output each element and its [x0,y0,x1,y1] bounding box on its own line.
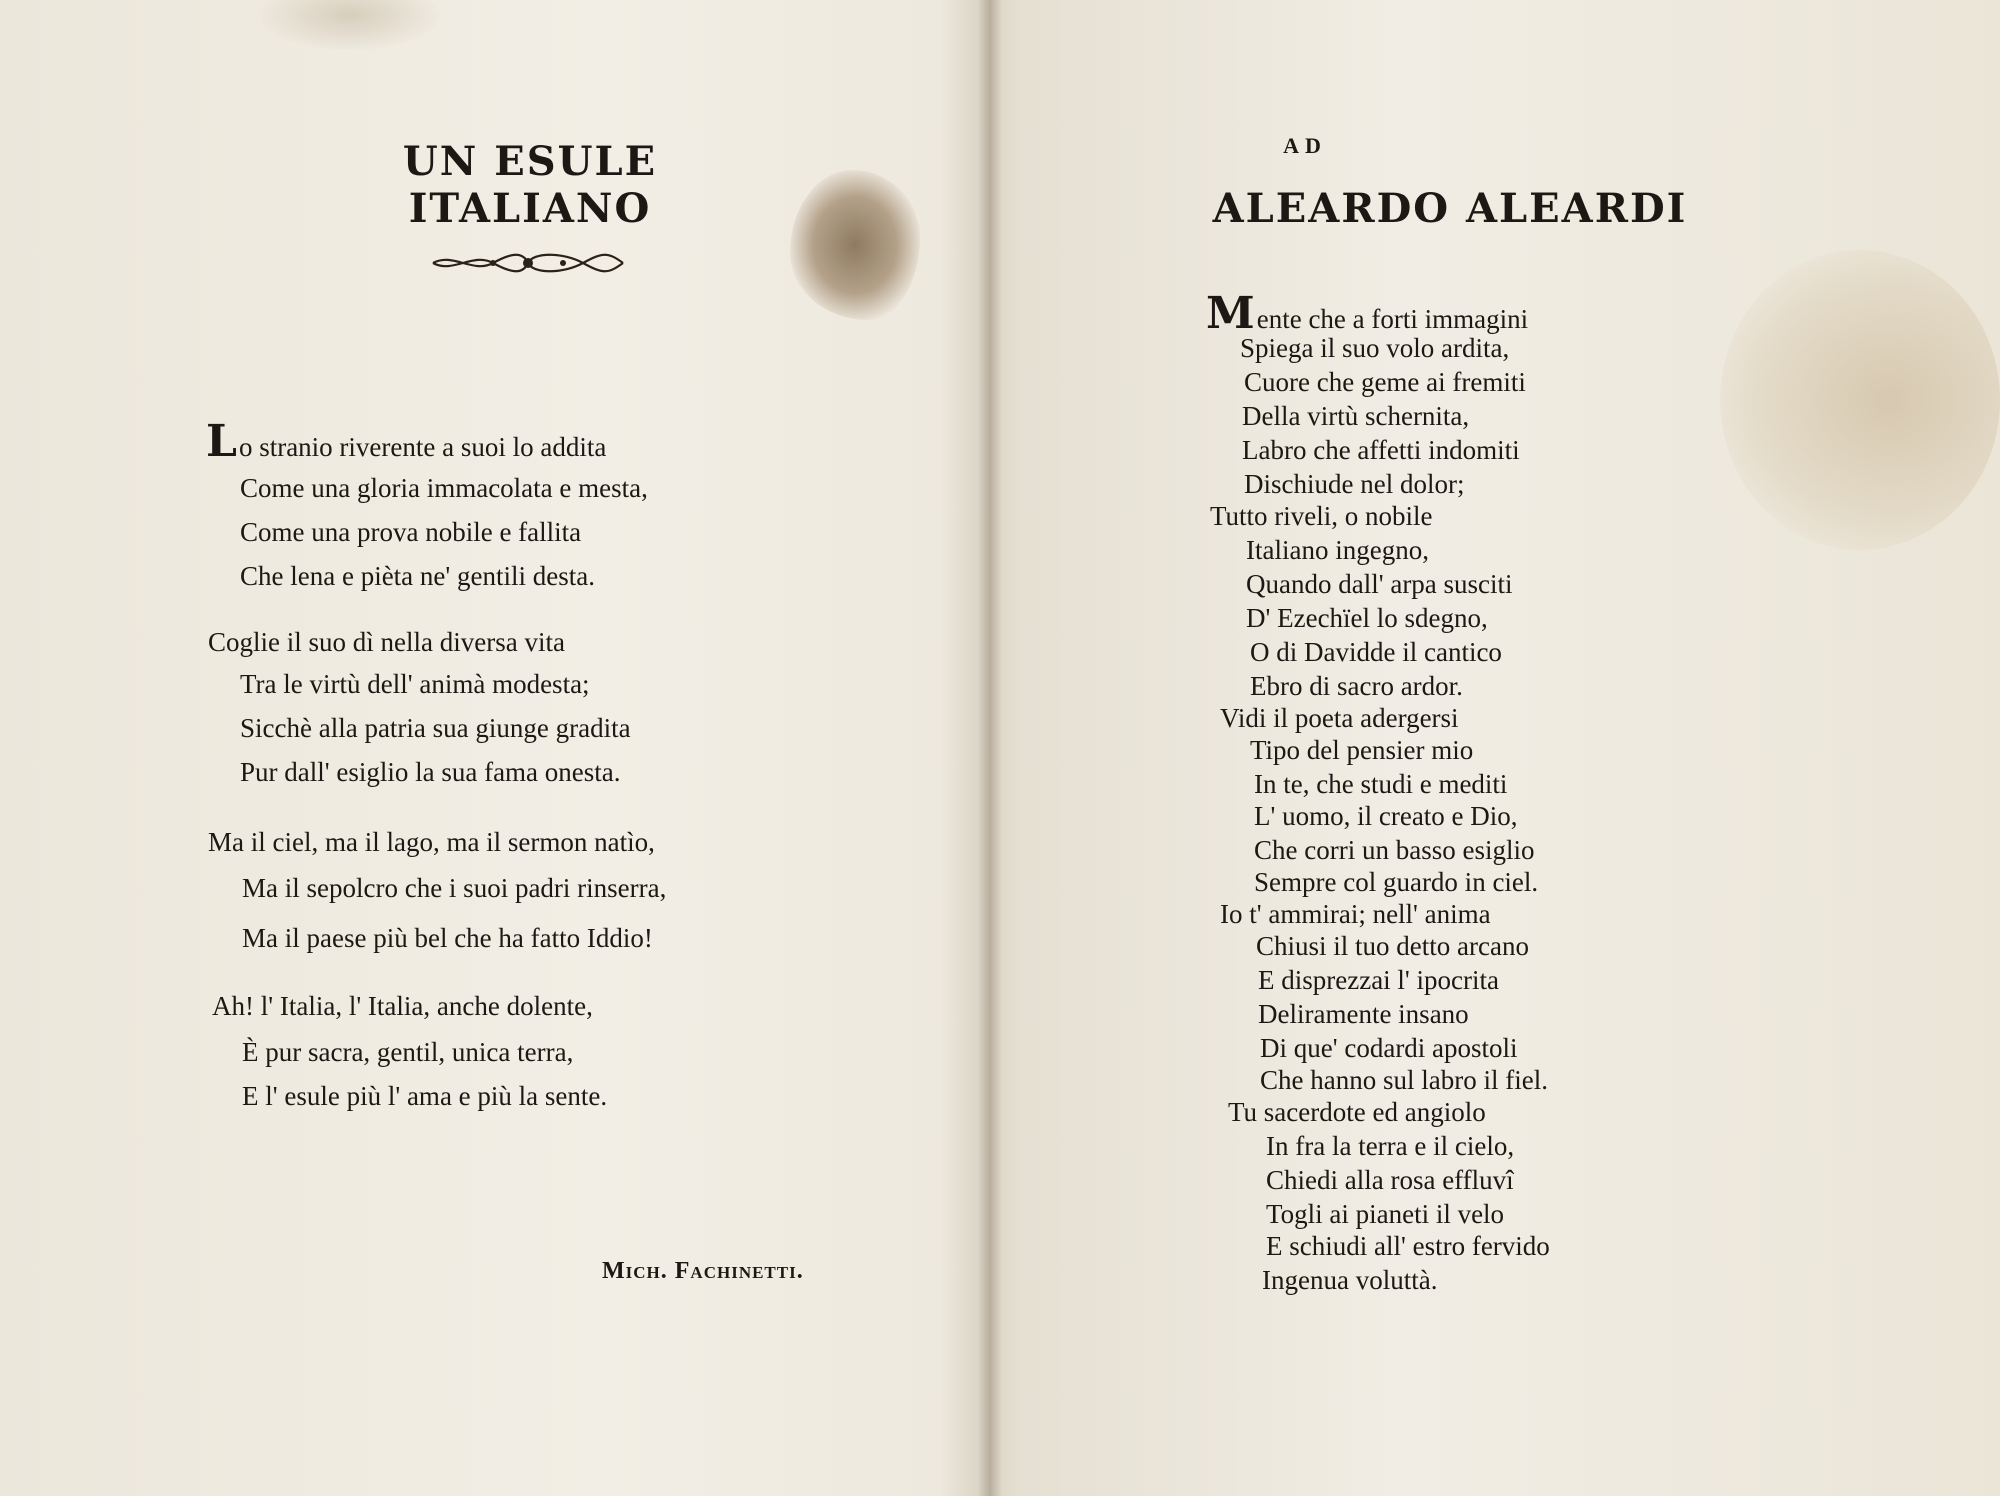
poem-title: UN ESULE ITALIANO [402,138,658,232]
poem-line: Ma il paese più bel che ha fatto Iddio! [242,923,653,953]
poem-line: D' Ezechïel lo sdegno, [1246,603,1488,633]
poem-line: O di Davidde il cantico [1250,637,1502,667]
poem-line: Io t' ammirai; nell' anima [1220,899,1491,929]
poem-line: Che corri un basso esiglio [1254,835,1535,865]
poem-line: Ma il sepolcro che i suoi padri rinserra, [242,873,667,903]
poem-line: Labro che affetti indomiti [1242,435,1520,465]
poem-line: Quando dall' arpa susciti [1246,569,1513,599]
poem-line: Pur dall' esiglio la sua fama onesta. [240,757,621,787]
poem-line: Come una gloria immacolata e mesta, [240,473,648,503]
poem-line: Della virtù schernita, [1242,401,1470,431]
paper-stain [260,0,440,50]
poem-line: Chiedi alla rosa effluvî [1266,1165,1514,1195]
poem-line: E disprezzai l' ipocrita [1258,965,1500,995]
poem-line: Che hanno sul labro il fiel. [1260,1065,1548,1095]
poem-line: Cuore che geme ai fremiti [1244,367,1526,397]
poem-line: Tu sacerdote ed angiolo [1228,1097,1486,1127]
left-page [0,0,980,1496]
poem-line: Ingenua voluttà. [1262,1265,1438,1295]
dedication-label: AD [1283,133,1327,158]
poem-line: È pur sacra, gentil, unica terra, [242,1037,574,1067]
poem-line-text: ente che a forti immagini [1256,304,1529,334]
poem-line: Sempre col guardo in ciel. [1254,867,1539,897]
poem-line: Togli ai pianeti il velo [1266,1199,1505,1229]
poem-line: Come una prova nobile e fallita [240,517,582,547]
poem-line: E l' esule più l' ama e più la sente. [242,1081,608,1111]
drop-cap: L [206,416,237,467]
poem-line: Ah! l' Italia, l' Italia, anche dolente, [212,991,593,1021]
tape-stain [1720,250,2000,550]
poem-line: Ebro di sacro ardor. [1250,671,1463,701]
paper-stain [790,170,920,320]
poem-line: Spiega il suo volo ardita, [1240,333,1510,363]
poem-line: Chiusi il tuo detto arcano [1256,931,1529,961]
poem-line: Che lena e pièta ne' gentili desta. [240,561,595,591]
drop-cap: M [1206,288,1255,339]
poem-line: Tra le virtù dell' animà modesta; [240,669,590,699]
poem-line-text: o stranio riverente a suoi lo addita [238,432,607,462]
poem-line [206,416,607,467]
poem-line: Ma il ciel, ma il lago, ma il sermon natìo, [208,827,655,857]
poem-line: Tipo del pensier mio [1250,735,1474,765]
poem-line [1206,288,1529,339]
poem-line: L' uomo, il creato e Dio, [1254,801,1518,831]
poem-line: Italiano ingegno, [1246,535,1429,565]
poem-line: E schiudi all' estro fervido [1266,1231,1550,1261]
author-signature: Mich. Fachinetti. [602,1258,804,1284]
poem-line: Di que' codardi apostoli [1260,1033,1518,1063]
poem-line: Sicchè alla patria sua giunge gradita [240,713,631,743]
poem-line: Coglie il suo dì nella diversa vita [208,627,565,657]
poem-line: Vidi il poeta adergersi [1220,703,1459,733]
poem-line: In te, che studi e mediti [1254,769,1508,799]
poem-line: Dischiude nel dolor; [1244,469,1465,499]
scroll-ornament-icon [428,250,628,276]
poem-title: ALEARDO ALEARDI [1212,185,1688,232]
poem-line: In fra la terra e il cielo, [1266,1131,1515,1161]
poem-line: Tutto riveli, o nobile [1210,501,1433,531]
poem-line: Deliramente insano [1258,999,1469,1029]
